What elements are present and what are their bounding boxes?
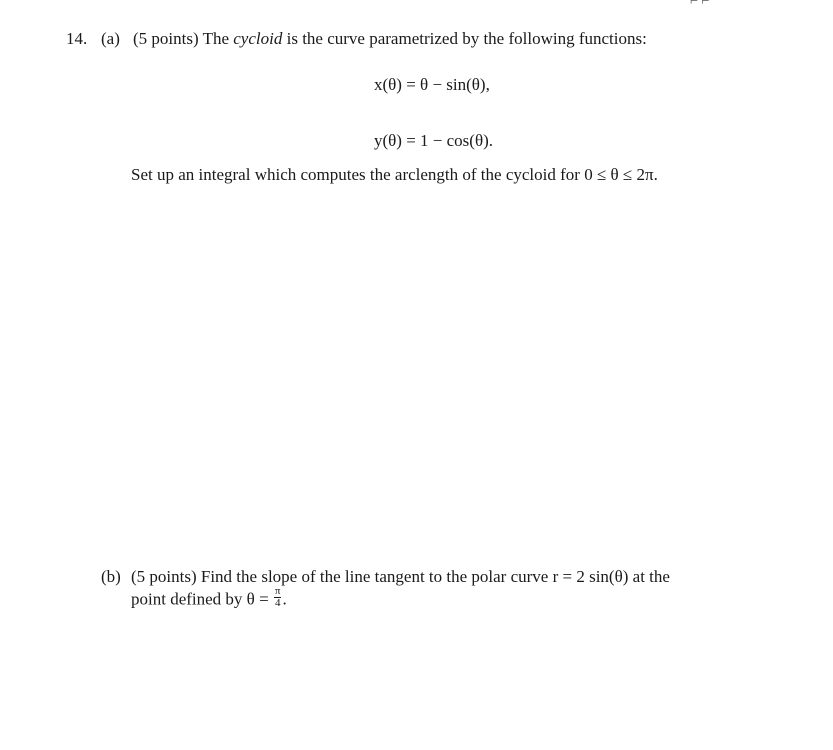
part-b-answer-space[interactable] — [131, 620, 751, 740]
part-a-answer-space[interactable] — [131, 200, 751, 550]
equation-y: y(θ) = 1 − cos(θ). — [374, 131, 494, 150]
part-b-line2-pre: point defined by θ = — [131, 589, 273, 609]
part-a-label: (a) — [101, 29, 120, 48]
page-edge-fragment: ⌐ ⌐ — [690, 0, 710, 9]
part-b-text-line2 — [131, 585, 287, 612]
part-a-intro-pre: (5 points) The — [133, 29, 234, 48]
part-a-task: Set up an integral which computes the arclength of the cycloid for 0 ≤ θ ≤ 2π. — [131, 165, 658, 184]
fraction-numerator: π — [274, 585, 281, 597]
question-number: 14. — [66, 29, 88, 48]
part-b-line1-text: (5 points) Find the slope of the line tangent to the polar curve r = 2 sin(θ) at the — [131, 567, 670, 586]
pi-over-four-fraction — [274, 586, 282, 609]
part-b-line2-post: . — [282, 589, 287, 609]
part-b-text-line1 — [131, 567, 670, 587]
part-a-intro-post: is the curve parametrized by the following functions: — [282, 29, 647, 48]
part-a-intro — [133, 29, 647, 49]
fraction-denominator: 4 — [274, 597, 281, 609]
equation-x: x(θ) = θ − sin(θ), — [374, 75, 490, 94]
cycloid-term: cycloid — [233, 29, 283, 48]
part-b-label: (b) — [101, 567, 121, 586]
